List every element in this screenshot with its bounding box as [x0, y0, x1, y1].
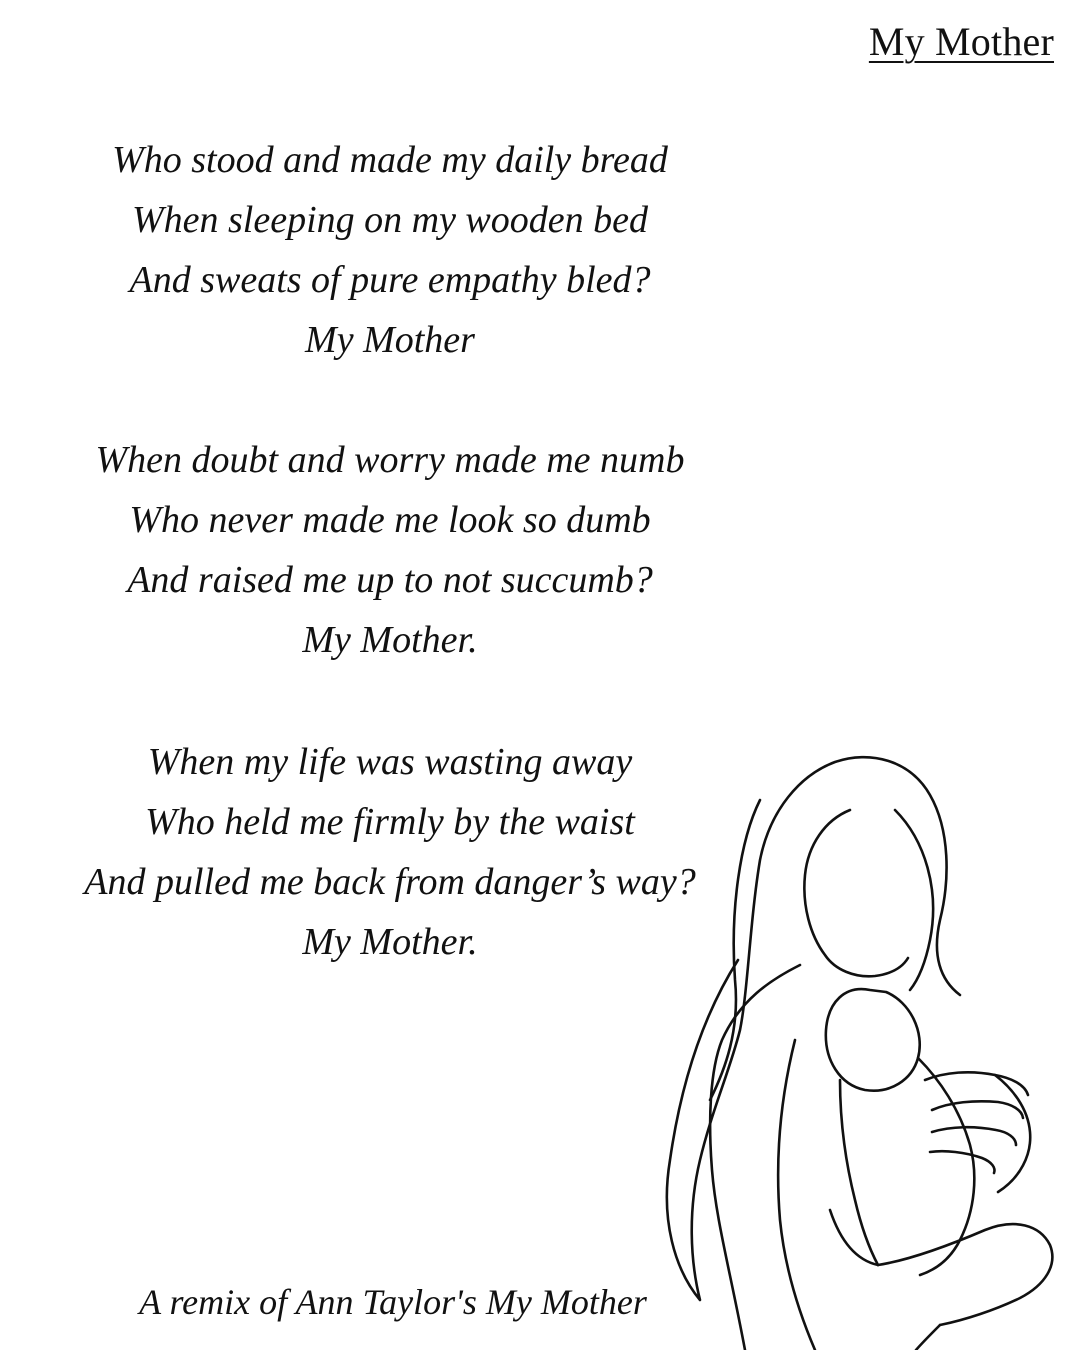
mother-hand [995, 1075, 1030, 1192]
poem-line-refrain: My Mother. [302, 921, 478, 963]
torso-outline [778, 1040, 815, 1350]
poem-line: Who held me firmly by the waist [145, 801, 635, 843]
hair-strand [895, 810, 933, 990]
poem-credit: A remix of Ann Taylor's My Mother [139, 1282, 647, 1322]
poem-title: My Mother [868, 19, 1054, 64]
stanza-3 [60, 732, 720, 972]
poem-line: Who stood and made my daily bread [112, 139, 668, 181]
mother-arm [830, 1210, 878, 1265]
poem-line: And raised me up to not succumb? [127, 559, 653, 601]
stanza-2 [60, 430, 720, 670]
stanza-1 [60, 130, 720, 370]
torso-outline [916, 1325, 940, 1350]
baby-body [918, 1058, 974, 1275]
mother-holding-baby-icon [640, 740, 1080, 1350]
mother-arm [878, 1224, 1052, 1325]
poem-line-refrain: My Mother [305, 319, 475, 361]
baby-head [826, 989, 920, 1091]
poem-line: And sweats of pure empathy bled? [129, 259, 651, 301]
poem-line-refrain: My Mother. [302, 619, 478, 661]
poem-line: When my life was wasting away [147, 741, 633, 783]
poem-line: And pulled me back from danger’s way? [84, 861, 696, 903]
baby-body [840, 1080, 878, 1265]
mother-hand [930, 1151, 995, 1173]
mother-hand [932, 1101, 1023, 1118]
face-outline [804, 810, 908, 976]
shoulder-outline [710, 965, 800, 1350]
poem-line: Who never made me look so dumb [129, 499, 651, 541]
poem-line: When doubt and worry made me numb [95, 439, 685, 481]
poem-line: When sleeping on my wooden bed [131, 199, 649, 241]
mother-hand [932, 1127, 1016, 1145]
